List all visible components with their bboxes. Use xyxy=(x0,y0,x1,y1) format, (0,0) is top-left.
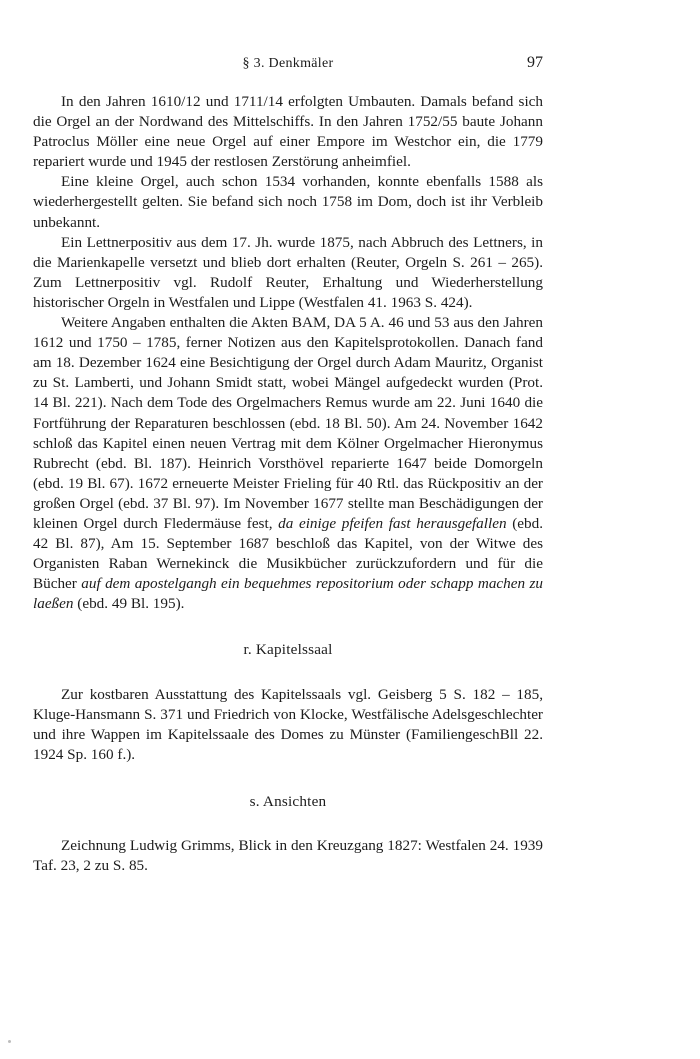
paragraph-lettnerpositiv: Ein Lettnerpositiv aus dem 17. Jh. wurde 1875, nach Abbruch des Lettners, in die Marienkapelle versetzt und blieb dort erhalten (Reuter, Orgeln S. 261 – 265). Zum Lettnerpositiv vgl. Rudolf Reuter, Erhaltung und Wiederherstellung historischer Orgeln in Westfalen und Lippe (Westfalen 41. 1963 S. 424). xyxy=(33,233,543,311)
paragraph-kapitelssaal: Zur kostbaren Ausstattung des Kapitelssaals vgl. Geisberg 5 S. 182 – 185, Kluge-Hansmann S. 371 und Friedrich von Klocke, Westfälische Adelsgeschlechter und ihre Wappen im Kapitelssaale des Domes zu Münster (FamiliengeschBll 22. 1924 Sp. 160 f.). xyxy=(33,685,543,763)
heading-ansichten: s. Ansichten xyxy=(249,792,327,810)
body-text xyxy=(33,92,543,876)
paragraph-organ-history: In den Jahren 1610/12 und 1711/14 erfolgten Umbauten. Damals befand sich die Orgel an der Nordwand des Mittelschiffs. In den Jahren 1752/55 baute Johann Patroclus Möller eine neue Orgel auf einer Empore im Westchor ein, die 1779 repariert wurde und 1945 der restlosen Zerstörung anheimfiel. xyxy=(33,93,543,171)
paragraph-ansichten: Zeichnung Ludwig Grimms, Blick in den Kreuzgang 1827: Westfalen 24. 1939 Taf. 23, 2 zu S. 85. xyxy=(33,837,543,875)
records-quote-1: da einige pfeifen fast herausgefallen xyxy=(278,514,507,532)
records-text-1: Weitere Angaben enthalten die Akten BAM, DA 5 A. 46 und 53 aus den Jahren 1612 und 1750 – 1785, ferner Notizen aus den Kapitelsprotokollen. Danach fand am 18. Dezember 1624 eine Besichtigung der Orgel durch Adam Mauritz, Organist zu St. Lamberti, und Johann Smidt statt, wobei Mängel aufgedeckt wurden (Prot. 14 Bl. 221). Nach dem Tode des Orgelmachers Remus wurde am 22. Juni 1640 die Fortführung der Reparaturen beschlossen (ebd. 18 Bl. 50). Am 24. November 1642 schloß das Kapitel einen neuen Vertrag mit dem Kölner Orgelmacher Hieronymus Rubrecht (ebd. Bl. 187). Heinrich Vorsthövel reparierte 1647 beide Domorgeln (ebd. 19 Bl. 67). 1672 erneuerte Meister Frieling für 40 Rtl. das Rückpositiv an der großen Orgel (ebd. 37 Bl. 97). Im November 1677 stellte man Beschädigungen der kleinen Orgel durch Fledermäuse fest, xyxy=(33,314,543,532)
records-quote-2: auf dem apostelgangh ein bequehmes repositorium oder schapp machen zu laeßen xyxy=(33,575,543,613)
paragraph-small-organ: Eine kleine Orgel, auch schon 1534 vorhanden, konnte ebenfalls 1588 als wiederhergestellt gelten. Sie befand sich noch 1758 im Dom, doch ist ihr Verbleib unbekannt. xyxy=(33,173,543,231)
records-text-2: (ebd. 42 Bl. 87), Am 15. September 1687 beschloß das Kapitel, von der Witwe des Organisten Raban Wernekinck die Musikbücher zurückzufordern und für die Bücher xyxy=(33,514,543,593)
heading-kapitelssaal: r. Kapitelssaal xyxy=(243,641,333,659)
page-number: 97 xyxy=(527,54,543,71)
running-header xyxy=(33,54,543,74)
records-text-3: (ebd. 49 Bl. 195). xyxy=(73,595,185,613)
scan-speck xyxy=(8,1040,11,1043)
section-title: § 3. Denkmäler xyxy=(242,56,334,71)
paragraph-further-records xyxy=(33,313,543,614)
